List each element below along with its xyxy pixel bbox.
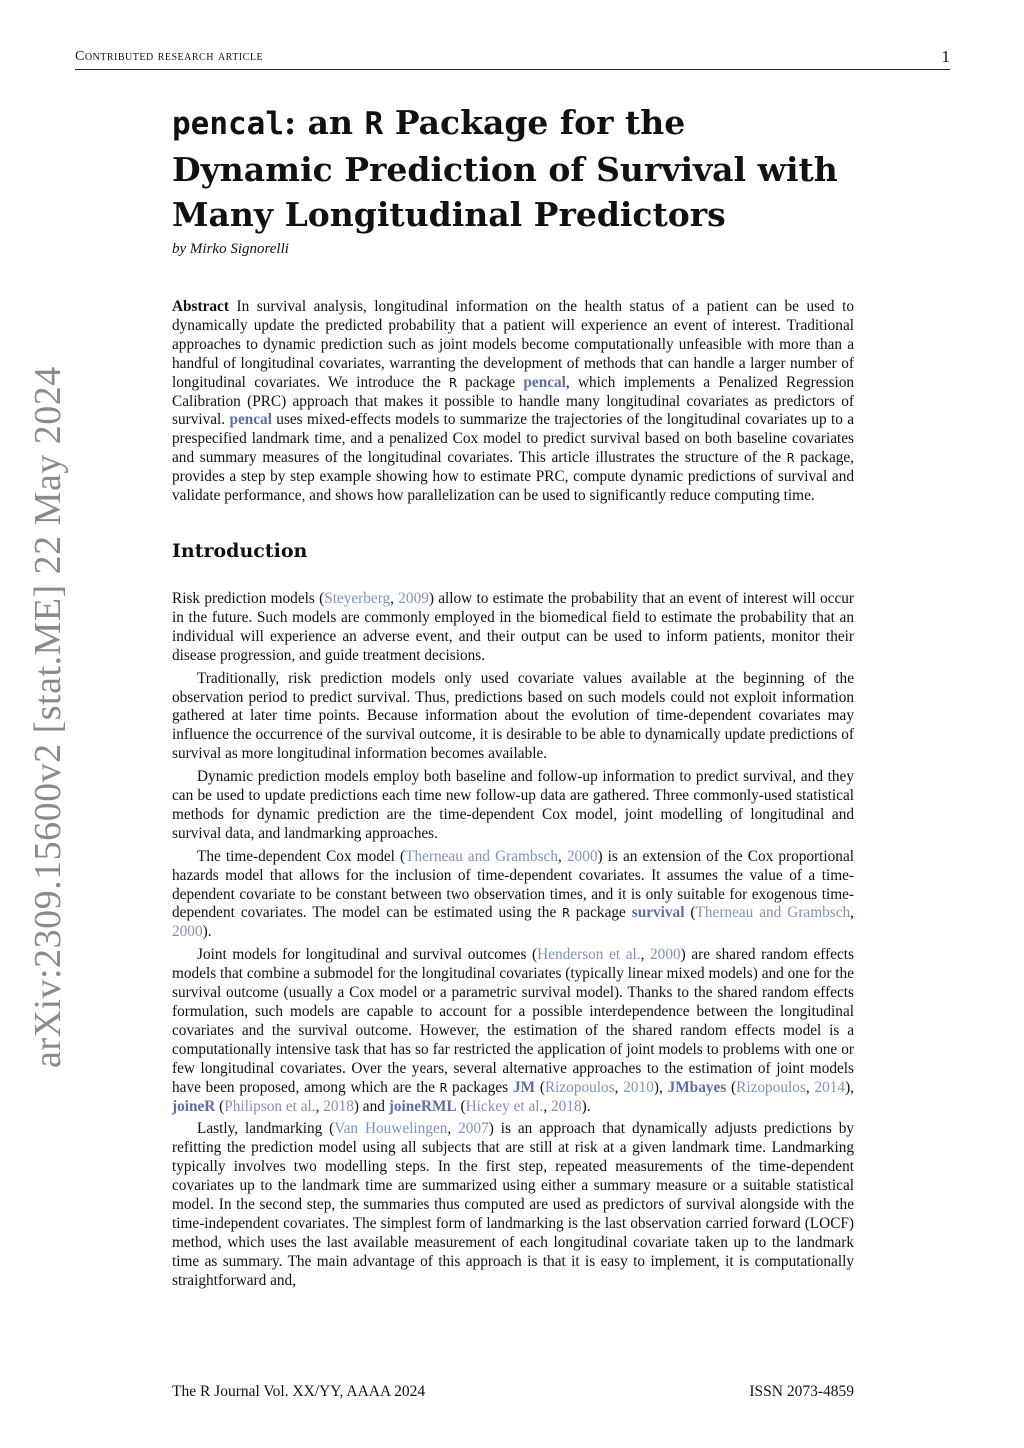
citation-link[interactable]: 2010 bbox=[623, 1078, 654, 1096]
package-link[interactable]: JM bbox=[512, 1078, 536, 1096]
citation-link[interactable]: 2018 bbox=[551, 1097, 582, 1115]
citation-link[interactable]: Steyerberg bbox=[324, 589, 391, 607]
footer-journal: The R Journal Vol. XX/YY, AAAA 2024 bbox=[172, 1383, 426, 1400]
abstract: Abstract In survival analysis, longitudinal information on the health status of a patient can be used to dynamically update the predicted probability that a patient will experience an event of interest. Traditional approaches to dynamic prediction such as joint models become computationally unfeasible with more than a handful of longitudinal covariates, warranting the development of methods that can handle a larger number of longitudinal covariates. We introduce the R package pencal, which implements a Penalized Regression Calibration (PRC) approach that makes it possible to handle many longitudinal covariates as predictors of survival. pencal uses mixed-effects models to summarize the trajectories of the longitudinal covariates up to a prespecified landmark time, and a penalized Cox model to predict survival based on both baseline covariates and summary measures of the longitudinal covariates. This article illustrates the structure of the R package, provides a step by step example showing how to estimate PRC, compute dynamic predictions of survival and validate performance, and shows how parallelization can be used to significantly reduce computing time. bbox=[172, 298, 855, 505]
abstract-label: Abstract bbox=[172, 298, 229, 315]
intro-paragraph: Traditionally, risk prediction models only used covariate values available at the beginning of the observation period to predict survival. Thus, predictions based on such models could not exploit information gathered at later time points. Because information about the evolution of time-dependent covariates may influence the occurrence of the survival outcome, it is desirable to be able to dynamically update predictions of survival as more longitudinal information becomes available. bbox=[172, 669, 854, 763]
package-link[interactable]: JMbayes bbox=[667, 1078, 727, 1096]
intro-paragraph: Dynamic prediction models employ both baseline and follow-up information to predict survival, and they can be used to update predictions each time new follow-up data are gathered. Three commonly-used statistical methods for dynamic prediction are the time-dependent Cox model, joint modelling of longitudinal and survival data, and landmarking approaches. bbox=[172, 768, 854, 842]
article-body bbox=[172, 100, 854, 1295]
intro-paragraph: Risk prediction models (Steyerberg, 2009) allow to estimate the probability that an event of interest will occur in the future. Such models are commonly employed in the biomedical field to estimate the probability that an individual will experience an adverse event, and their output can be used to inform patients, monitor their disease progression, and guide treatment decisions. bbox=[172, 589, 854, 664]
citation-link[interactable]: Van Houwelingen bbox=[334, 1120, 448, 1138]
section-heading-introduction: Introduction bbox=[172, 539, 308, 562]
arxiv-side-stamp: arXiv:2309.15600v2 [stat.ME] 22 May 2024 bbox=[27, 366, 69, 1068]
intro-paragraph: The time-dependent Cox model (Therneau and Grambsch, 2000) is an extension of the Cox proportional hazards model that allows for the inclusion of time-dependent covariates. It assumes the value of a time-dependent covariate to be constant between two observation times, and it is only suitable for exogenous time-dependent covariates. The model can be estimated using the R package survival (Therneau and Grambsch, 2000). bbox=[172, 847, 854, 941]
citation-link[interactable]: 2018 bbox=[323, 1097, 354, 1115]
page-number: 1 bbox=[941, 47, 950, 66]
package-link[interactable]: pencal bbox=[523, 373, 566, 391]
title-package-name: pencal bbox=[172, 106, 284, 142]
citation-link[interactable]: 2000 bbox=[172, 923, 203, 941]
author-byline: by Mirko Signorelli bbox=[172, 241, 289, 257]
title-r-name: R bbox=[364, 106, 384, 142]
citation-link[interactable]: Rizopoulos bbox=[544, 1078, 615, 1096]
package-link[interactable]: joineRML bbox=[388, 1097, 457, 1115]
intro-paragraph: Joint models for longitudinal and survival outcomes (Henderson et al., 2000) are shared random effects models that combine a submodel for the longitudinal covariates (typically linear mixed models) and one for the survival outcome (usually a Cox model or a parametric survival model). Thanks to the shared random effects formulation, such models are capable to account for a possible interdependence between the longitudinal covariates and the survival outcome. However, the estimation of the shared random effects model is a computationally intensive task that has so far restricted the application of joint models to problems with one or few longitudinal covariates. Over the years, several alternative approaches to the estimation of joint models have been proposed, among which are the R packages JM (Rizopoulos, 2010), JMbayes (Rizopoulos, 2014), joineR (Philipson et al., 2018) and joineRML (Hickey et al., 2018). bbox=[172, 946, 854, 1115]
citation-link[interactable]: 2000 bbox=[650, 946, 681, 964]
footer-issn: ISSN 2073-4859 bbox=[749, 1383, 854, 1400]
citation-link[interactable]: Henderson et al. bbox=[537, 946, 641, 964]
citation-link[interactable]: 2009 bbox=[398, 589, 429, 607]
citation-link[interactable]: Therneau and Grambsch bbox=[405, 847, 558, 865]
intro-paragraph: Lastly, landmarking (Van Houwelingen, 2007) is an approach that dynamically adjusts predictions by refitting the prediction model using all subjects that are still at risk at a given landmark time. Landmarking typically involves two modelling steps. In the first step, repeated measurements of the time-dependent covariates up to the landmark time are summarized using either a summary measure or a suitable statistical model. In the second step, the summaries thus computed are used as predictors of survival alongside with the time-independent covariates. The simplest form of landmarking is the last observation carried forward (LOCF) method, which uses the last available measurement of each longitudinal covariate taken up to the landmark time as summary. The main advantage of this approach is that it is easy to implement, it is computationally straightforward and, bbox=[172, 1120, 855, 1289]
citation-link[interactable]: Philipson et al. bbox=[224, 1097, 316, 1115]
citation-link[interactable]: Therneau and Grambsch bbox=[695, 904, 851, 922]
running-header bbox=[75, 47, 950, 70]
citation-link[interactable]: 2014 bbox=[814, 1078, 846, 1096]
citation-link[interactable]: 2007 bbox=[458, 1120, 489, 1138]
citation-link[interactable]: 2000 bbox=[566, 847, 598, 865]
citation-link[interactable]: Hickey et al. bbox=[465, 1097, 544, 1115]
package-link[interactable]: pencal bbox=[229, 411, 272, 429]
citation-link[interactable]: Rizopoulos bbox=[736, 1078, 806, 1096]
package-link[interactable]: survival bbox=[631, 904, 685, 922]
paper-title: pencal: an R Package for the Dynamic Prediction of Survival with Many Longitudinal Predictors bbox=[172, 103, 838, 234]
header-title: Contributed research article bbox=[75, 49, 264, 64]
package-link[interactable]: joineR bbox=[172, 1097, 216, 1115]
